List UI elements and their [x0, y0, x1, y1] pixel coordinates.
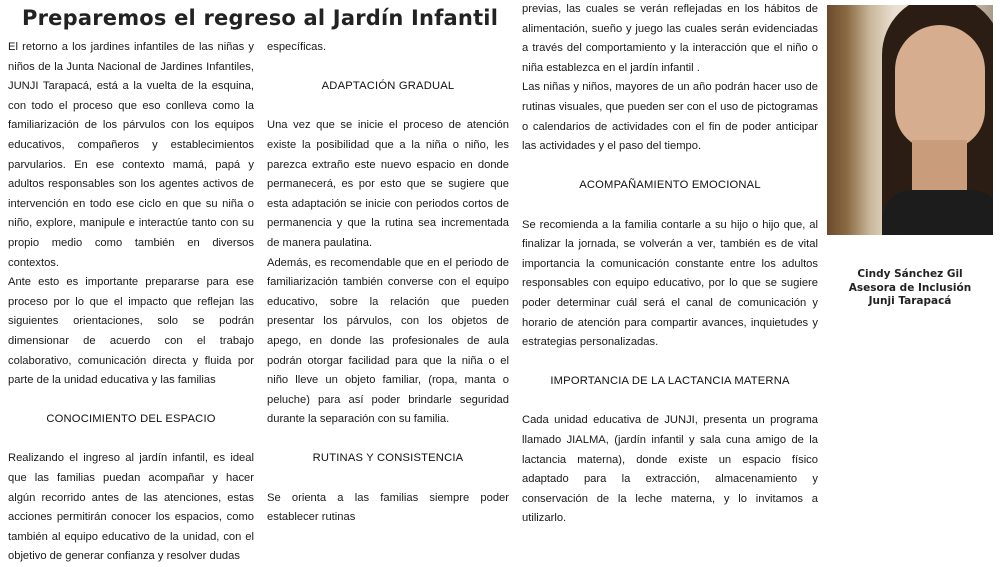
column-3 — [522, 0, 818, 529]
paragraph: Una vez que se inicie el proceso de atención existe la posibilidad que a la niña o niño, les parezca extraño este nuevo espacio en donde permanecerá, es por esto que se sugiere que esta adaptación se inicie con periodos cortos de permanencia y que la rutina sea incrementada de manera paulatina. — [267, 119, 509, 249]
column-2 — [267, 38, 509, 528]
column-1 — [8, 38, 254, 567]
author-org: Junji Tarapacá — [868, 295, 952, 307]
section-heading-rutinas: RUTINAS Y CONSISTENCIA — [312, 452, 464, 465]
section-heading-adaptacion: ADAPTACIÓN GRADUAL — [321, 80, 455, 93]
author-name: Cindy Sánchez Gil — [857, 268, 963, 280]
paragraph: Además, es recomendable que en el periodo de familiarización también converse con el equipo educativo, sobre la relación que pueden presentar los párvulos, con los objetos de apego, en donde las profesionales de aula podrán otorgar facilidad para que la niña o el niño lleve un objeto familiar, (ropa, manta o peluche) para así poder brindarle seguridad durante la separación con su familia. — [267, 256, 509, 426]
article-title: Preparemos el regreso al Jardín Infantil — [22, 6, 499, 30]
paragraph: previas, las cuales se verán reflejadas en los hábitos de alimentación, sueño y juego las cuales serán evidenciadas a través del comportamiento y la interacción que el niño o niña establezca en el jardín infantil . — [522, 3, 818, 74]
author-caption — [827, 268, 993, 309]
paragraph: Las niñas y niños, mayores de un año podrán hacer uso de rutinas visuales, que pueden ser con el uso de pictogramas o calendarios de actividades con el fin de poder anticipar las actividades y el paso del tiempo. — [522, 81, 818, 153]
author-photo — [827, 5, 993, 235]
paragraph: El retorno a los jardines infantiles de las niñas y niños de la Junta Nacional de Jardines Infantiles, JUNJI Tarapacá, está a la vuelta de la esquina, con todo el proceso que eso conlleva como la familiarización de los párvulos con los equipos educativos, compañeros y establecimientos parvularios. En ese contexto mamá, papá y adultos responsables son los agentes activos de intervención en todo ese ciclo en que su niña o niño, explore, manipule e interactúe tanto con su propio medio como también en diversos contextos. — [8, 41, 254, 269]
paragraph: Se recomienda a la familia contarle a su hijo o hijo que, al finalizar la jornada, se volverán a ver, también es de vital importancia la comunicación constante entre los adultos responsables con equipo educativo, por lo que se sugiere poder determinar cuál será el canal de comunicación y horario de atención para compartir avances, inquietudes y estrategias personalizadas. — [522, 218, 818, 349]
section-heading-acompanamiento: ACOMPAÑAMIENTO EMOCIONAL — [579, 179, 761, 192]
paragraph: Se orienta a las familias siempre poder establecer rutinas — [267, 491, 509, 524]
author-role: Asesora de Inclusión — [848, 281, 972, 294]
paragraph: Realizando el ingreso al jardín infantil, es ideal que las familias puedan acompañar y hacer algún recorrido antes de las atenciones, estas acciones permitirán conocer los espacios, como también al equipo educativo de la unidad, con el objetivo de generar confianza y resolver dudas — [8, 452, 254, 563]
paragraph: Cada unidad educativa de JUNJI, presenta un programa llamado JIALMA, (jardín infantil y sala cuna amigo de la lactancia materna), donde existe un espacio físico adaptado para la extracción, almacenamiento y conservación de la leche materna, y lo invitamos a utilizarlo. — [522, 414, 818, 525]
paragraph: específicas. — [267, 41, 327, 53]
section-heading-espacio: CONOCIMIENTO DEL ESPACIO — [46, 413, 216, 426]
paragraph: Ante esto es importante prepararse para ese proceso por lo que el impacto que reflejan las siguientes orientaciones, solo se podrán dimensionar de acuerdo con el trabajo colaborativo, comunicación directa y fluida por parte de la unidad educativa y las familias — [8, 276, 254, 387]
section-heading-lactancia: IMPORTANCIA DE LA LACTANCIA MATERNA — [550, 375, 790, 388]
